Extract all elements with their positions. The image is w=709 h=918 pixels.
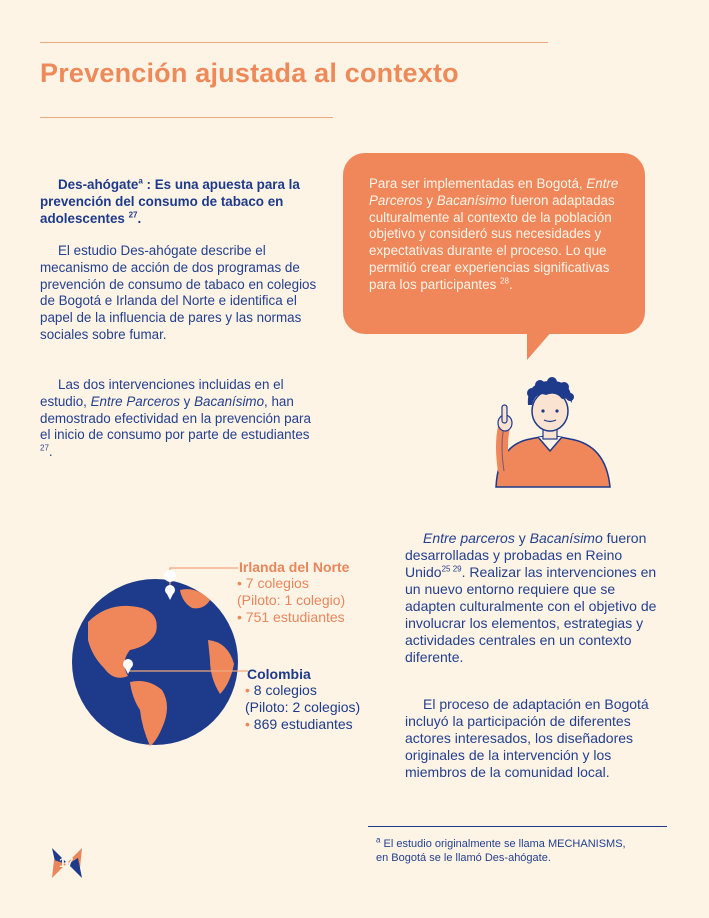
top-rule bbox=[40, 42, 548, 43]
location-ireland-details: • 7 colegios (Piloto: 1 colegio) • 751 estudiantes bbox=[237, 575, 346, 625]
person-illustration bbox=[490, 375, 620, 493]
page-number-badge bbox=[50, 846, 84, 880]
intro-paragraph-2: Las dos intervenciones incluidas en el estudio, Entre Parceros y Bacanísimo, han demostrado efectividad en la prevención para el inicio de consumo por parte de estudiantes $^{27}$. bbox=[40, 377, 311, 460]
footnote: $^a$ El estudio originalmente se llama MECHANISMS, en Bogotá se le llamó Des-ahógate. bbox=[376, 835, 626, 864]
location-colombia-title: Colombia bbox=[247, 666, 311, 682]
footnote-rule bbox=[368, 826, 667, 827]
speech-bubble-tail bbox=[527, 330, 553, 360]
right-paragraph-1: Entre parceros y Bacanísimo fueron desarrolladas y probadas en Reino Unido$^{25 29}$. Realizar las intervenciones en un nuevo entorno requiere que se adapten culturalmente con el objetivo de involucrar los elementos, estrategias y actividades centrales en un contexto diferente. bbox=[405, 530, 657, 665]
title-underline bbox=[40, 117, 333, 118]
right-paragraph-2: El proceso de adaptación en Bogotá incluyó la participación de diferentes actores interesados, los diseñadores originales de la intervención y los miembros de la comunidad local. bbox=[405, 696, 649, 780]
intro-paragraph-1: El estudio Des-ahógate describe el mecanismo de acción de dos programas de prevención de consumo de tabaco en colegios de Bogotá e Irlanda del Norte e identifica el papel de la influencia de pares y las normas sociales sobre fumar. bbox=[40, 243, 317, 342]
speech-bubble-text: Para ser implementadas en Bogotá, Entre Parceros y Bacanísimo fueron adaptadas culturalmente al contexto de la población objetivo y consideró sus necesidades y expectativas durante el proceso. Lo que permitió crear experiencias significativas para los participantes $^{28}$. bbox=[369, 176, 619, 292]
location-ireland-title: Irlanda del Norte bbox=[239, 559, 350, 575]
intro-heading: Des-ahógate$^a$ : Es una apuesta para la prevención del consumo de tabaco en adolescentes $^{27}$. bbox=[40, 176, 300, 226]
page-title: Prevención ajustada al contexto bbox=[40, 58, 459, 88]
location-colombia-details: • 8 colegios (Piloto: 2 colegios) • 869 estudiantes bbox=[245, 682, 361, 732]
page-number: 17 bbox=[59, 855, 74, 870]
